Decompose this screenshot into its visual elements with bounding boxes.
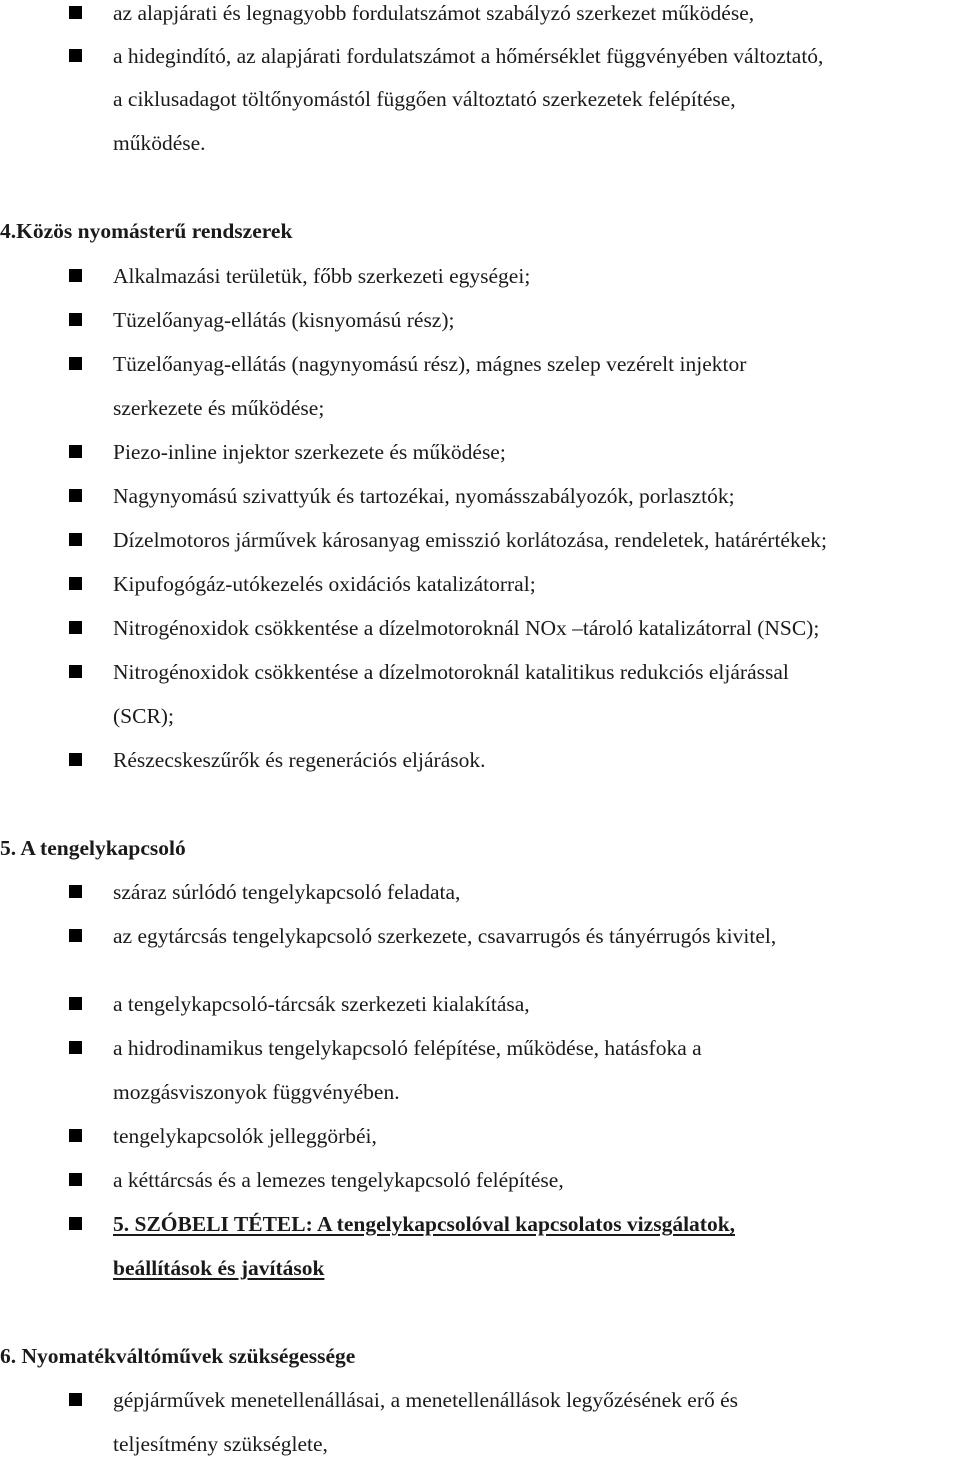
list-item-text: Tüzelőanyag-ellátás (nagynyomású rész), mágnes szelep vezérelt injektor (113, 352, 747, 376)
list-item-text: az egytárcsás tengelykapcsoló szerkezete, csavarrugós és tányérrugós kivitel, (113, 924, 777, 948)
square-bullet-icon (69, 1041, 82, 1054)
list-item-text-continued: mozgásviszonyok függvényében. (113, 1080, 400, 1104)
section-heading: 4.Közös nyomásterű rendszerek (0, 219, 293, 243)
list-item-text: Tüzelőanyag-ellátás (kisnyomású rész); (113, 308, 455, 332)
list-item-text: tengelykapcsolók jelleggörbéi, (113, 1124, 377, 1148)
list-item-text: Alkalmazási területük, főbb szerkezeti egységei; (113, 264, 531, 288)
list-item-text: Piezo-inline injektor szerkezete és működése; (113, 440, 506, 464)
square-bullet-icon (69, 929, 82, 942)
square-bullet-icon (69, 1129, 82, 1142)
square-bullet-icon (69, 357, 82, 370)
list-item-text-continued: szerkezete és működése; (113, 396, 325, 420)
exam-topic-title-continued: beállítások és javítások (113, 1256, 325, 1280)
list-item-text: Kipufogógáz-utókezelés oxidációs katalizátorral; (113, 572, 536, 596)
list-item-text: Nitrogénoxidok csökkentése a dízelmotoroknál NOx –tároló katalizátorral (NSC); (113, 616, 820, 640)
square-bullet-icon (69, 49, 82, 62)
list-item-text: a kéttárcsás és a lemezes tengelykapcsoló felépítése, (113, 1168, 564, 1192)
list-item-text-continued: működése. (113, 131, 206, 155)
list-item-text: a hidegindító, az alapjárati fordulatszámot a hőmérséklet függvényében változtató, (113, 44, 824, 68)
square-bullet-icon (69, 269, 82, 282)
list-item-text: Részecskeszűrők és regenerációs eljárások. (113, 748, 486, 772)
square-bullet-icon (69, 489, 82, 502)
square-bullet-icon (69, 313, 82, 326)
list-item-text-continued: (SCR); (113, 704, 174, 728)
square-bullet-icon (69, 997, 82, 1010)
square-bullet-icon (69, 753, 82, 766)
list-item-text-continued: teljesítmény szükséglete, (113, 1432, 328, 1456)
square-bullet-icon (69, 445, 82, 458)
exam-topic-title: 5. SZÓBELI TÉTEL: A tengelykapcsolóval kapcsolatos vizsgálatok, (113, 1212, 736, 1236)
square-bullet-icon (69, 665, 82, 678)
list-item-text: a hidrodinamikus tengelykapcsoló felépítése, működése, hatásfoka a (113, 1036, 702, 1060)
list-item-text: Nitrogénoxidok csökkentése a dízelmotoroknál katalitikus redukciós eljárással (113, 660, 789, 684)
list-item-text: száraz súrlódó tengelykapcsoló feladata, (113, 880, 461, 904)
square-bullet-icon (69, 1173, 82, 1186)
square-bullet-icon (69, 6, 82, 19)
square-bullet-icon (69, 621, 82, 634)
square-bullet-icon (69, 885, 82, 898)
list-item-text: gépjárművek menetellenállásai, a menetellenállások legyőzésének erő és (113, 1388, 739, 1412)
square-bullet-icon (69, 533, 82, 546)
list-item-text-continued: a ciklusadagot töltőnyomástól függően változtató szerkezetek felépítése, (113, 87, 736, 111)
list-item-text: Dízelmotoros járművek károsanyag emisszió korlátozása, rendeletek, határértékek; (113, 528, 827, 552)
list-item-text: a tengelykapcsoló-tárcsák szerkezeti kialakítása, (113, 992, 530, 1016)
list-item-text: Nagynyomású szivattyúk és tartozékai, nyomásszabályozók, porlasztók; (113, 484, 735, 508)
square-bullet-icon (69, 1393, 82, 1406)
section-heading: 5. A tengelykapcsoló (0, 836, 186, 860)
square-bullet-icon (69, 1217, 82, 1230)
section-heading: 6. Nyomatékváltóművek szükségessége (0, 1344, 356, 1368)
list-item-text: az alapjárati és legnagyobb fordulatszámot szabályzó szerkezet működése, (113, 1, 755, 25)
square-bullet-icon (69, 577, 82, 590)
